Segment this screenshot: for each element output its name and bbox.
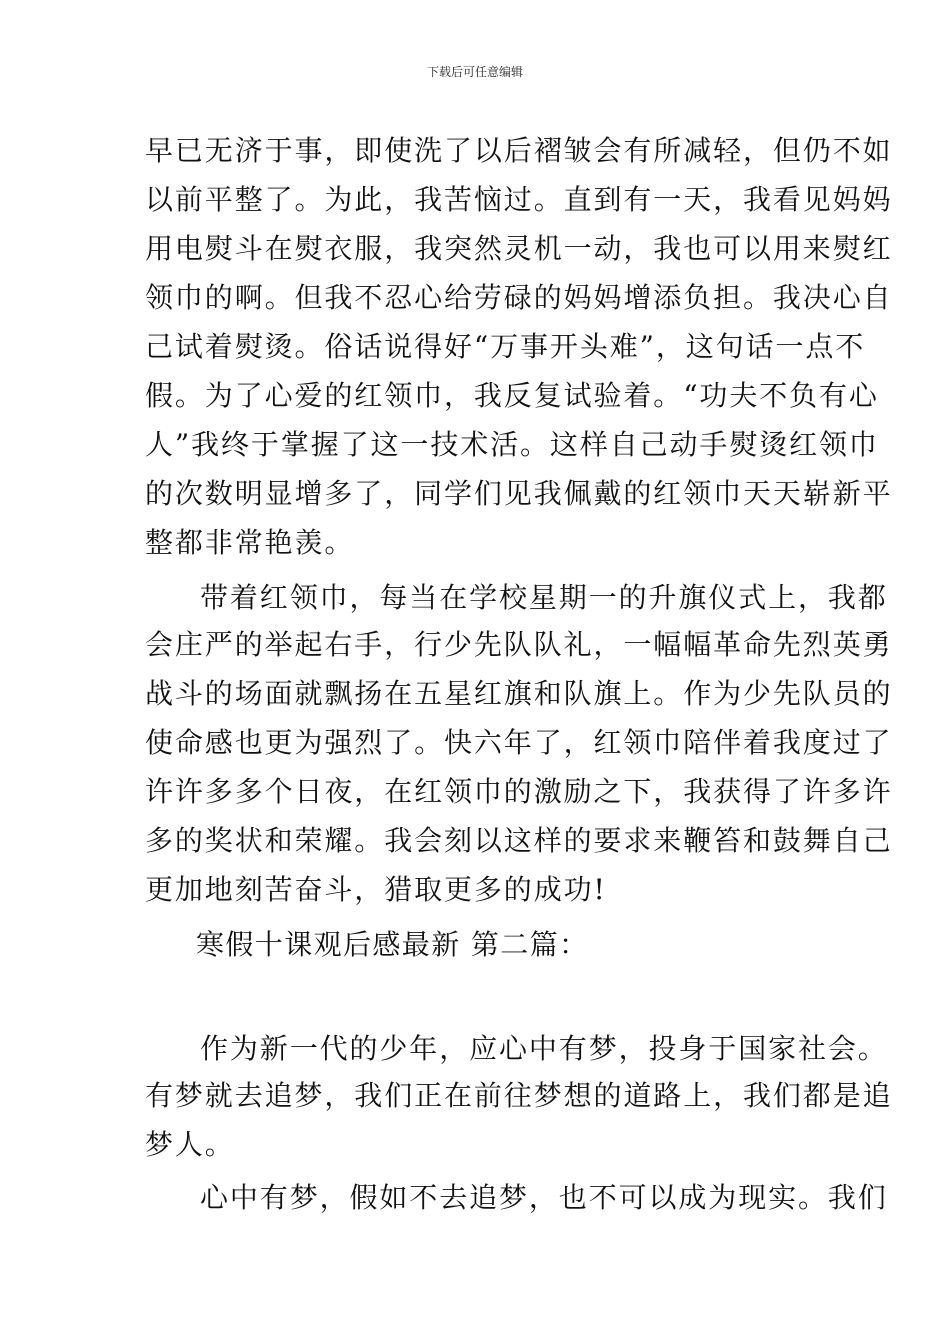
text-line: 作为新一代的少年，应心中有梦，投身于国家社会。 xyxy=(200,1032,888,1065)
text-line: 以前平整了。为此，我苦恼过。直到有一天，我看见妈妈 xyxy=(145,183,893,216)
text-line: 心中有梦，假如不去追梦，也不可以成为现实。我们 xyxy=(200,1181,888,1214)
text-line: 有梦就去追梦，我们正在前往梦想的道路上，我们都是追 xyxy=(145,1079,893,1112)
text-line: 己试着熨烫。俗话说得好“万事开头难”，这句话一点不 xyxy=(145,330,866,363)
text-line: 人”我终于掌握了这一技术活。这样自己动手熨烫红领巾 xyxy=(145,428,879,461)
text-line: 整都非常艳羡。 xyxy=(145,526,355,559)
section-heading-text: 寒假十课观后感最新 第二篇： xyxy=(196,928,589,961)
text-line: 多的奖状和荣耀。我会刻以这样的要求来鞭笞和鼓舞自己 xyxy=(145,824,893,857)
text-line: 梦人。 xyxy=(145,1128,235,1161)
text-line: 领巾的啊。但我不忍心给劳碌的妈妈增添负担。我决心自 xyxy=(145,281,893,314)
text-line: 战斗的场面就飘扬在五星红旗和队旗上。作为少先队员的 xyxy=(145,677,893,710)
text-line: 会庄严的举起右手，行少先队队礼，一幅幅革命先烈英勇 xyxy=(145,628,893,661)
text-line: 假。为了心爱的红领巾，我反复试验着。“功夫不负有心 xyxy=(145,379,879,412)
page-header-note: 下载后可任意编辑 xyxy=(426,65,523,79)
text-line: 的次数明显增多了，同学们见我佩戴的红领巾天天崭新平 xyxy=(145,477,893,510)
text-line: 早已无济于事，即使洗了以后褶皱会有所减轻，但仍不如 xyxy=(145,134,893,167)
text-line: 更加地刻苦奋斗，猎取更多的成功! xyxy=(145,873,607,906)
text-line: 带着红领巾，每当在学校星期一的升旗仪式上，我都 xyxy=(200,581,888,614)
text-line: 使命感也更为强烈了。快六年了，红领巾陪伴着我度过了 xyxy=(145,726,893,759)
text-line: 许许多多个日夜，在红领巾的激励之下，我获得了许多许 xyxy=(145,775,893,808)
text-line: 用电熨斗在熨衣服，我突然灵机一动，我也可以用来熨红 xyxy=(145,232,893,265)
